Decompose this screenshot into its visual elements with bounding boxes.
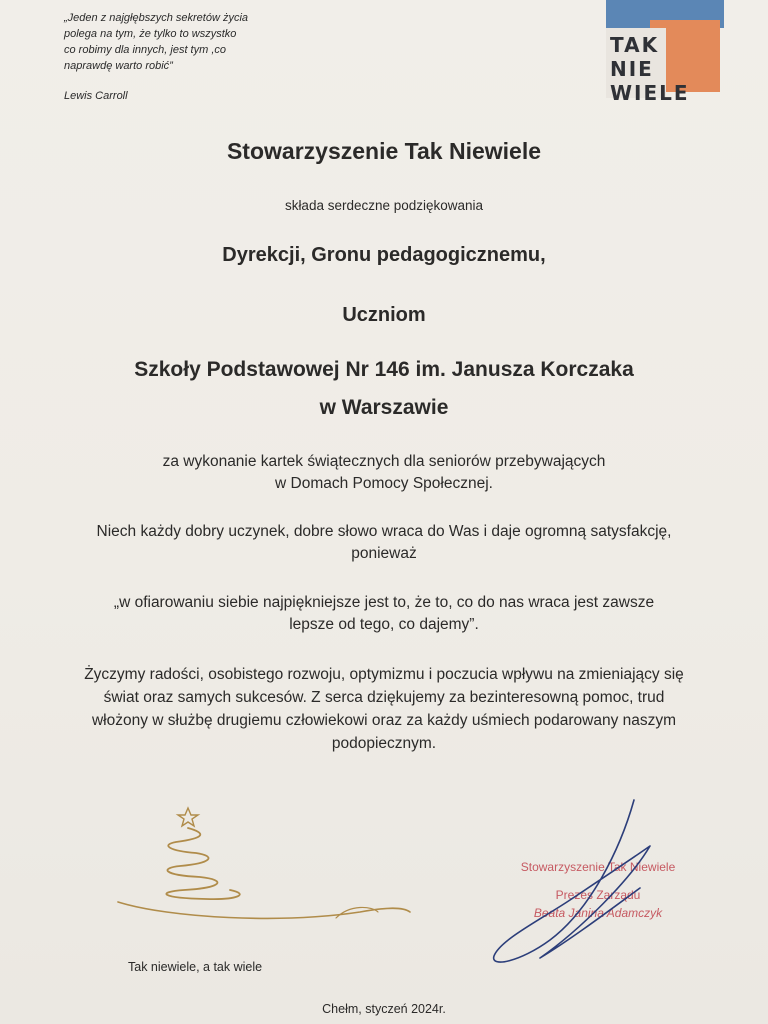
citation-line: lepsze od tego, co dajemy”.: [289, 616, 479, 633]
closing-paragraph: [0, 663, 768, 755]
wish-line: ponieważ: [351, 545, 417, 562]
tak-niewiele-logo: [606, 0, 726, 106]
quote-line: polega na tym, że tylko to wszystko: [64, 28, 237, 40]
citation-line: „w ofiarowaniu siebie najpiękniejsze jest to, że to, co do nas wraca jest zawsze: [113, 594, 655, 611]
thanks-line: składa serdeczne podziękowania: [284, 198, 484, 213]
logo-text-line: WIELE: [610, 81, 690, 105]
closing-line: podopiecznym.: [331, 735, 437, 752]
school-line: w Warszawie: [319, 396, 449, 419]
reason-line: za wykonanie kartek świątecznych dla seniorów przebywających: [162, 453, 606, 470]
quote-line: „Jeden z najgłębszych sekretów życia: [64, 12, 249, 24]
quote-line: naprawdę warto robić”: [64, 60, 173, 72]
quote-block: [64, 10, 304, 104]
reason-line: w Domach Pomocy Społecznej.: [275, 475, 493, 492]
stamp-role: Prezes Zarządu: [555, 888, 641, 902]
school-line: Szkoły Podstawowej Nr 146 im. Janusza Korczaka: [134, 358, 634, 381]
reason-paragraph: [0, 451, 768, 495]
organization-title: Stowarzyszenie Tak Niewiele: [226, 138, 542, 164]
wish-paragraph: [0, 521, 768, 565]
tree-caption: Tak niewiele, a tak wiele: [128, 960, 263, 974]
place-and-date: Chełm, styczeń 2024r.: [322, 1002, 446, 1016]
closing-line: włożony w służbę drugiemu człowiekowi oraz za każdy uśmiech podarowany naszym: [91, 712, 677, 729]
closing-line: świat oraz samych sukcesów. Z serca dziękujemy za bezinteresowną pomoc, trud: [103, 689, 665, 706]
quote-line: co robimy dla innych, jest tym ,co: [64, 44, 227, 56]
wish-line: Niech każdy dobry uczynek, dobre słowo wraca do Was i daje ogromną satysfakcję,: [96, 523, 672, 540]
stamp-name: Beata Janina Adamczyk: [533, 906, 663, 920]
recipient-line: Uczniom: [342, 304, 426, 326]
signature-icon: [480, 790, 680, 970]
logo-text-line: NIE: [610, 57, 654, 81]
closing-line: Życzymy radości, osobistego rozwoju, optymizmu i poczucia wpływu na zmieniający się: [84, 666, 684, 683]
logo-text-line: TAK: [610, 33, 660, 57]
quote-author: Lewis Carroll: [64, 90, 128, 102]
citation-paragraph: [0, 592, 768, 636]
stamp-organization: Stowarzyszenie Tak Niewiele: [520, 860, 676, 874]
recipient-line: Dyrekcji, Gronu pedagogicznemu,: [222, 244, 546, 266]
christmas-tree-icon: [110, 800, 420, 930]
